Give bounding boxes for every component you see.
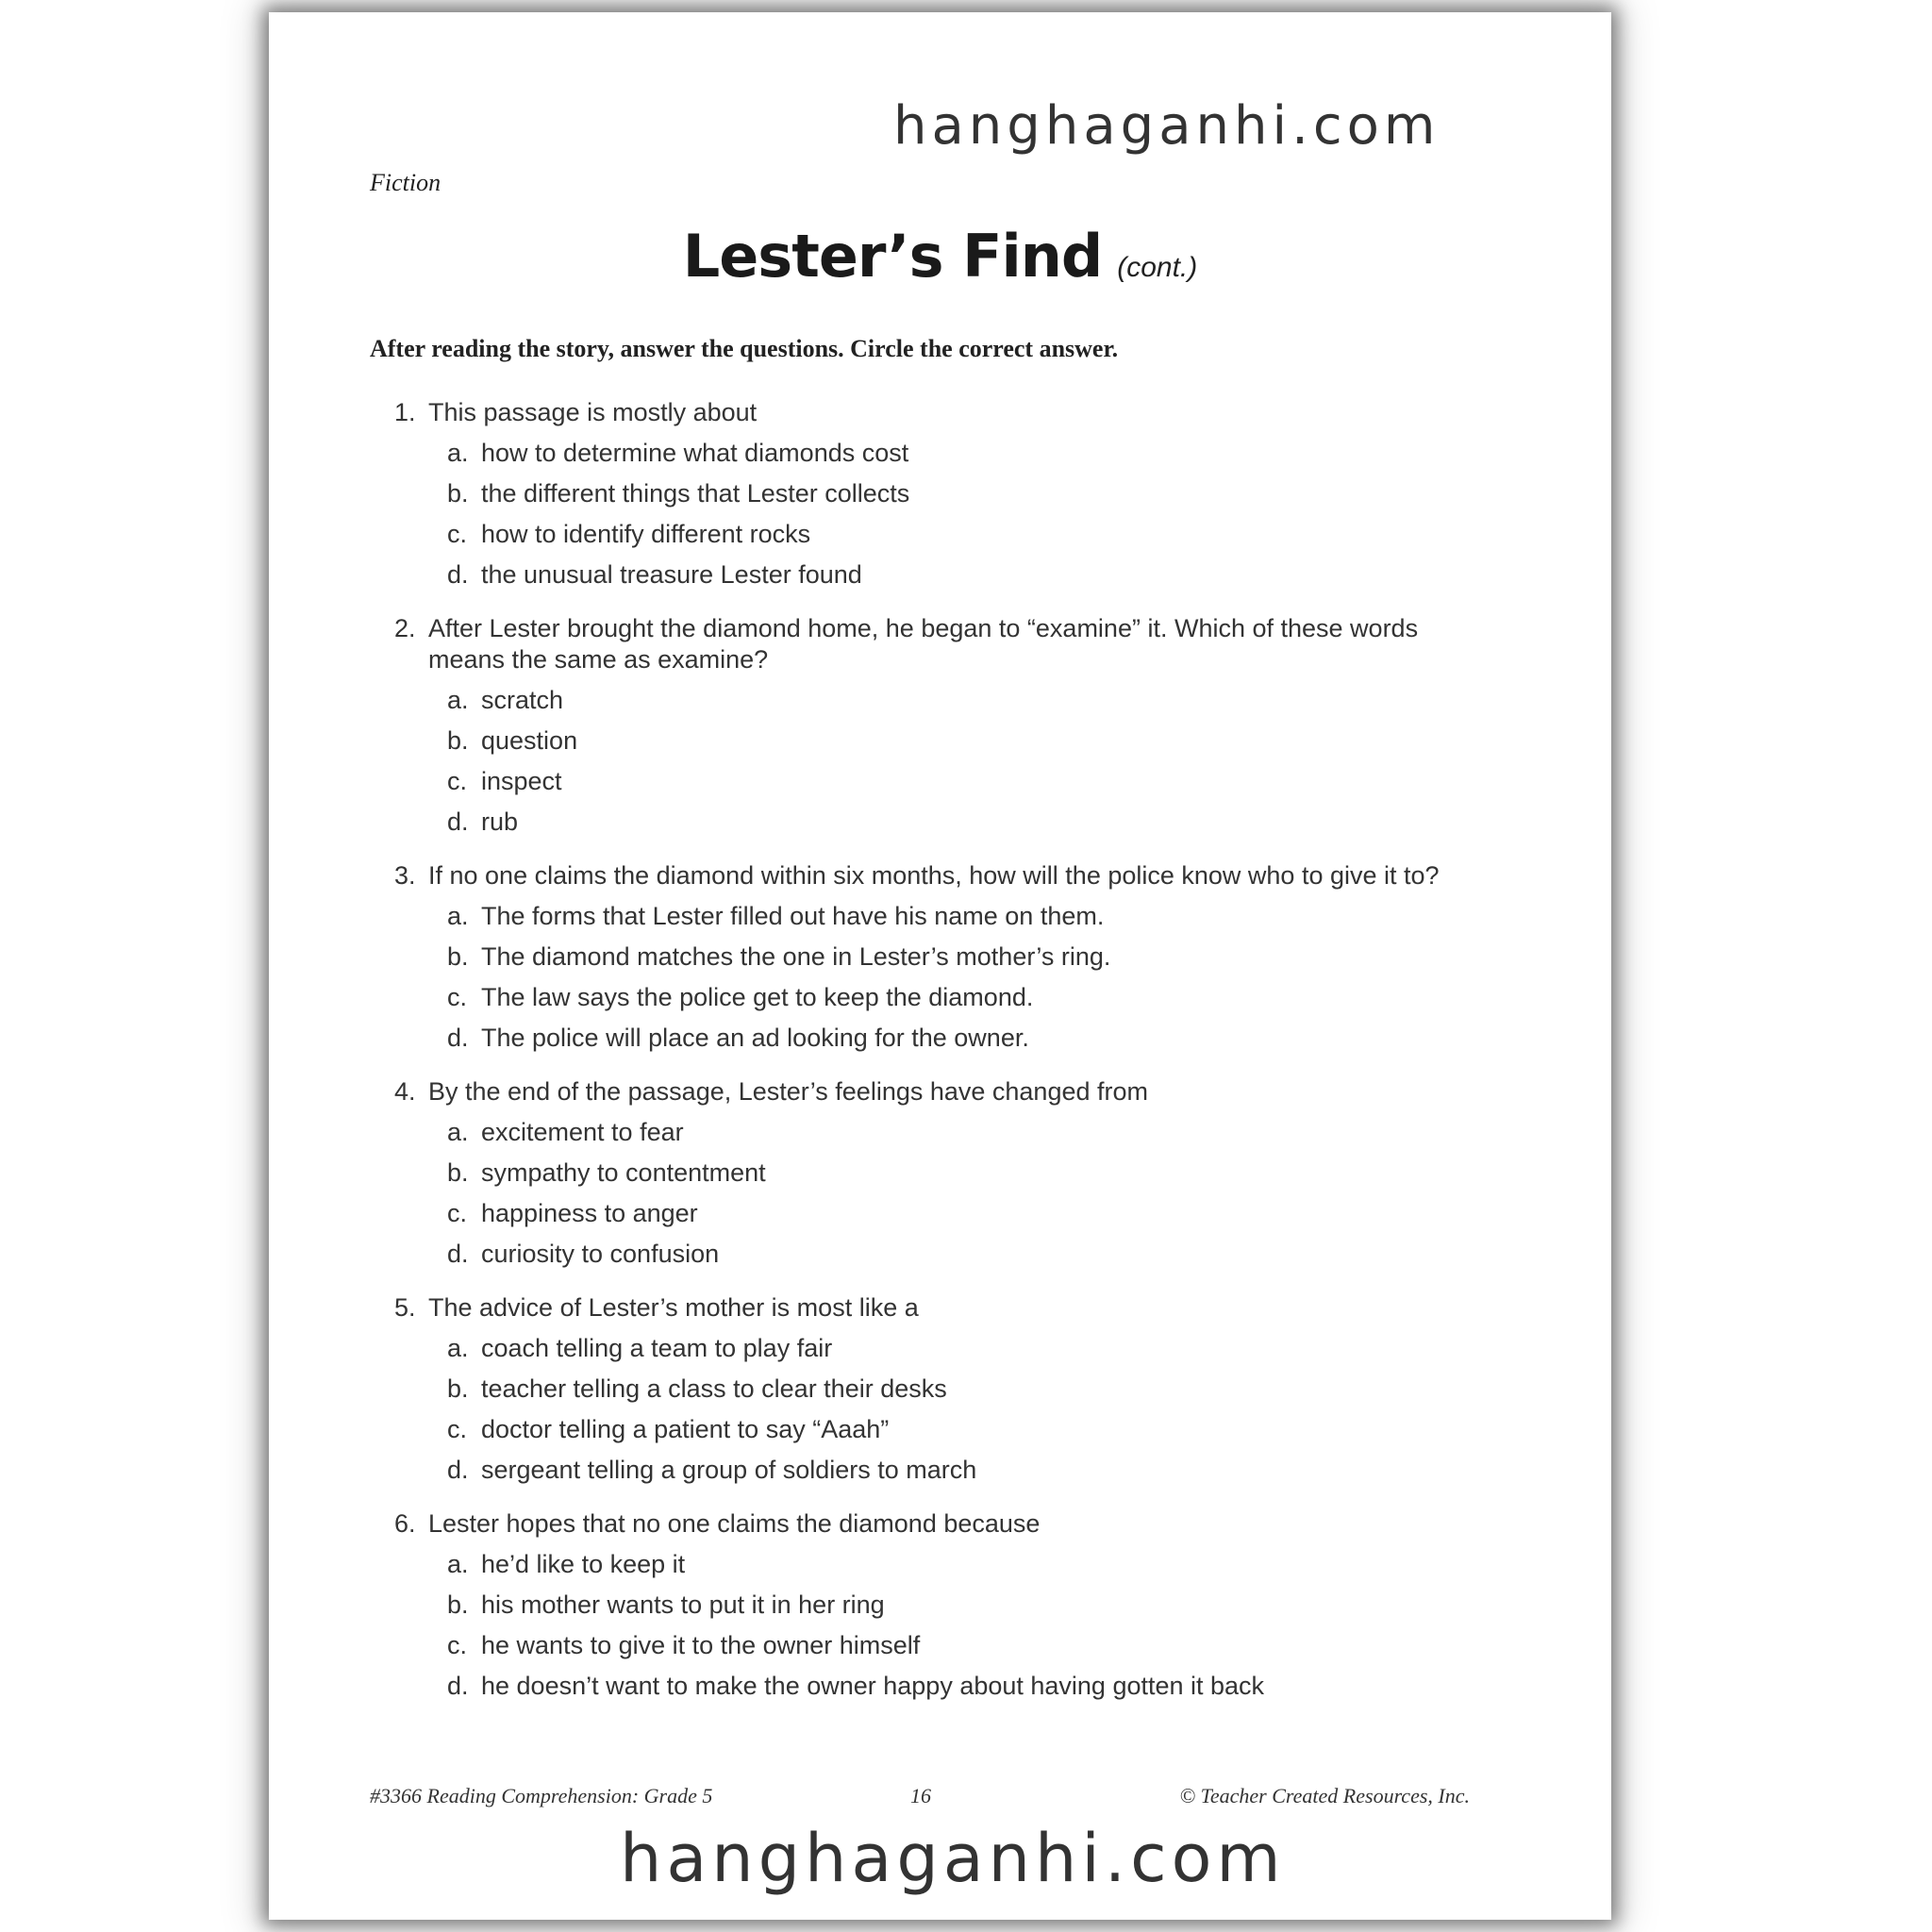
answer-choice bbox=[447, 519, 1470, 559]
choice-letter: b. bbox=[447, 942, 469, 971]
choice-letter: a. bbox=[447, 902, 469, 930]
footer-book-title: #3366 Reading Comprehension: Grade 5 bbox=[370, 1784, 713, 1807]
choice-text: sergeant telling a group of soldiers to march bbox=[481, 1456, 977, 1484]
choice-text: The diamond matches the one in Lester’s mother’s ring. bbox=[481, 942, 1111, 971]
choice-text: The forms that Lester filled out have his name on them. bbox=[481, 902, 1105, 930]
page-title: Lester’s Find bbox=[682, 222, 1103, 291]
question-text: By the end of the passage, Lester’s feelings have changed from bbox=[428, 1077, 1149, 1106]
question-stem bbox=[394, 613, 1470, 675]
page-title-row bbox=[269, 222, 1611, 291]
question-text: This passage is mostly about bbox=[428, 398, 758, 426]
answer-choices bbox=[394, 1549, 1470, 1711]
answer-choice bbox=[447, 725, 1470, 766]
choice-letter: c. bbox=[447, 1199, 468, 1227]
question-list bbox=[394, 397, 1470, 1724]
question-stem bbox=[394, 397, 1470, 428]
question-2 bbox=[394, 613, 1470, 847]
question-text: If no one claims the diamond within six months, how will the police know who to give it to? bbox=[428, 861, 1440, 890]
choice-text: The law says the police get to keep the diamond. bbox=[481, 983, 1034, 1011]
question-6 bbox=[394, 1508, 1470, 1711]
answer-choice bbox=[447, 1239, 1470, 1279]
choice-letter: b. bbox=[447, 726, 469, 755]
answer-choices bbox=[394, 1333, 1470, 1495]
choice-text: scratch bbox=[481, 686, 564, 714]
answer-choice bbox=[447, 685, 1470, 725]
choice-text: the unusual treasure Lester found bbox=[481, 560, 862, 589]
answer-choice bbox=[447, 1630, 1470, 1671]
footer-copyright: © Teacher Created Resources, Inc. bbox=[1179, 1784, 1470, 1807]
answer-choice bbox=[447, 1590, 1470, 1630]
choice-letter: b. bbox=[447, 1374, 469, 1403]
answer-choices bbox=[394, 901, 1470, 1063]
choice-letter: d. bbox=[447, 1240, 469, 1268]
choice-text: the different things that Lester collects bbox=[481, 479, 910, 508]
question-number: 5. bbox=[394, 1293, 416, 1322]
answer-choice bbox=[447, 478, 1470, 519]
answer-choice bbox=[447, 807, 1470, 847]
answer-choice bbox=[447, 438, 1470, 478]
choice-text: happiness to anger bbox=[481, 1199, 698, 1227]
question-number: 2. bbox=[394, 614, 416, 642]
choice-text: teacher telling a class to clear their desks bbox=[481, 1374, 947, 1403]
choice-text: doctor telling a patient to say “Aaah” bbox=[481, 1415, 890, 1443]
question-number: 6. bbox=[394, 1509, 416, 1538]
worksheet-page bbox=[269, 12, 1611, 1920]
choice-text: his mother wants to put it in her ring bbox=[481, 1591, 885, 1619]
answer-choice bbox=[447, 1158, 1470, 1198]
choice-text: he doesn’t want to make the owner happy about having gotten it back bbox=[481, 1672, 1265, 1700]
choice-text: excitement to fear bbox=[481, 1118, 684, 1146]
question-4 bbox=[394, 1076, 1470, 1279]
answer-choice bbox=[447, 1671, 1470, 1711]
choice-text: coach telling a team to play fair bbox=[481, 1334, 833, 1362]
choice-text: how to identify different rocks bbox=[481, 520, 811, 548]
choice-letter: d. bbox=[447, 1024, 469, 1052]
choice-letter: a. bbox=[447, 1334, 469, 1362]
watermark-top: hanghaganhi.com bbox=[893, 95, 1441, 157]
choice-text: inspect bbox=[481, 767, 562, 795]
choice-letter: d. bbox=[447, 1672, 469, 1700]
answer-choices bbox=[394, 1117, 1470, 1279]
choice-letter: a. bbox=[447, 686, 469, 714]
answer-choice bbox=[447, 941, 1470, 982]
question-number: 3. bbox=[394, 861, 416, 890]
answer-choice bbox=[447, 559, 1470, 600]
choice-letter: d. bbox=[447, 808, 469, 836]
answer-choice bbox=[447, 1023, 1470, 1063]
watermark-bottom: hanghaganhi.com bbox=[620, 1820, 1286, 1897]
choice-letter: d. bbox=[447, 560, 469, 589]
question-5 bbox=[394, 1292, 1470, 1495]
answer-choice bbox=[447, 1549, 1470, 1590]
answer-choice bbox=[447, 982, 1470, 1023]
answer-choice bbox=[447, 766, 1470, 807]
choice-text: how to determine what diamonds cost bbox=[481, 439, 909, 467]
choice-letter: a. bbox=[447, 1118, 469, 1146]
answer-choice bbox=[447, 1374, 1470, 1414]
question-number: 1. bbox=[394, 398, 416, 426]
choice-letter: c. bbox=[447, 983, 468, 1011]
choice-letter: a. bbox=[447, 1550, 469, 1578]
choice-text: he’d like to keep it bbox=[481, 1550, 686, 1578]
answer-choice bbox=[447, 1414, 1470, 1455]
choice-letter: b. bbox=[447, 479, 469, 508]
question-stem bbox=[394, 1292, 1470, 1324]
choice-text: curiosity to confusion bbox=[481, 1240, 720, 1268]
question-text: After Lester brought the diamond home, he began to “examine” it. Which of these words means the same as examine? bbox=[428, 614, 1419, 674]
choice-text: rub bbox=[481, 808, 519, 836]
choice-letter: d. bbox=[447, 1456, 469, 1484]
choice-text: The police will place an ad looking for the owner. bbox=[481, 1024, 1029, 1052]
choice-letter: c. bbox=[447, 1631, 468, 1659]
answer-choice bbox=[447, 1117, 1470, 1158]
choice-letter: b. bbox=[447, 1158, 469, 1187]
question-stem bbox=[394, 1076, 1470, 1108]
choice-letter: c. bbox=[447, 520, 468, 548]
footer-page-number: 16 bbox=[910, 1784, 931, 1807]
answer-choice bbox=[447, 1198, 1470, 1239]
choice-text: sympathy to contentment bbox=[481, 1158, 766, 1187]
question-stem bbox=[394, 1508, 1470, 1540]
question-3 bbox=[394, 860, 1470, 1063]
answer-choices bbox=[394, 438, 1470, 600]
choice-text: question bbox=[481, 726, 578, 755]
question-1 bbox=[394, 397, 1470, 600]
answer-choice bbox=[447, 1333, 1470, 1374]
question-text: The advice of Lester’s mother is most like a bbox=[428, 1293, 919, 1322]
answer-choices bbox=[394, 685, 1470, 847]
question-text: Lester hopes that no one claims the diamond because bbox=[428, 1509, 1041, 1538]
page-subtitle: (cont.) bbox=[1117, 252, 1198, 283]
answer-choice bbox=[447, 1455, 1470, 1495]
instructions: After reading the story, answer the questions. Circle the correct answer. bbox=[370, 335, 1119, 362]
choice-letter: a. bbox=[447, 439, 469, 467]
genre-label: Fiction bbox=[370, 169, 441, 196]
question-number: 4. bbox=[394, 1077, 416, 1106]
choice-text: he wants to give it to the owner himself bbox=[481, 1631, 921, 1659]
choice-letter: c. bbox=[447, 1415, 468, 1443]
answer-choice bbox=[447, 901, 1470, 941]
choice-letter: b. bbox=[447, 1591, 469, 1619]
question-stem bbox=[394, 860, 1470, 891]
choice-letter: c. bbox=[447, 767, 468, 795]
